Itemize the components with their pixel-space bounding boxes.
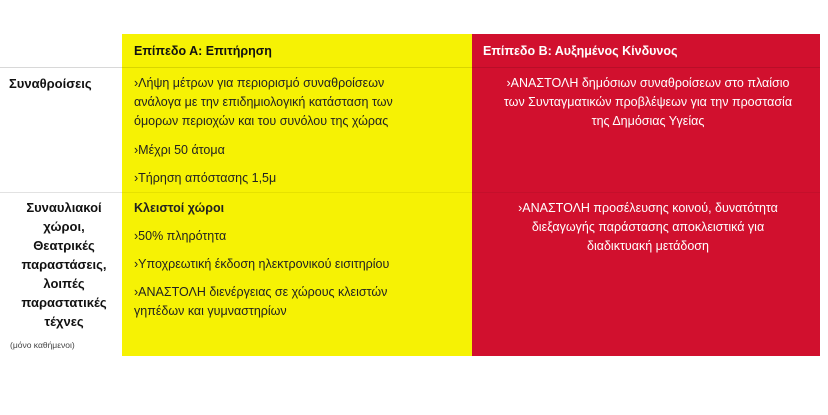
- header-divider-a: [122, 67, 472, 68]
- level-a-header: Επίπεδο Α: Επιτήρηση: [134, 44, 272, 58]
- top-band: [0, 0, 828, 34]
- header-divider-b: [472, 67, 820, 68]
- venues-b-text: ›ΑΝΑΣΤΟΛΗ προσέλευσης κοινού, δυνατότητα διεξαγωγής παράστασης αποκλειστικά για διαδικτυακή μετάδοση: [518, 201, 778, 253]
- gatherings-a-item-1: ›Λήψη μέτρων για περιορισμό συναθροίσεων ανάλογα με την επιδημιολογική κατάσταση των όμορων περιοχών και του συνόλου της χώρας: [134, 76, 393, 128]
- seated-only-note: (μόνο καθήμενοι): [10, 340, 75, 350]
- row-label-venues: Συναυλιακοί χώροι, Θεατρικές παραστάσεις, λοιπές παραστατικές τέχνες: [21, 200, 107, 329]
- gatherings-b-text: ›ΑΝΑΣΤΟΛΗ δημόσιων συναθροίσεων στο πλαίσιο των Συνταγματικών προβλέψεων για την προστασία της Δημόσιας Υγείας: [503, 76, 793, 128]
- venues-a-item-1: ›50% πληρότητα: [134, 229, 227, 243]
- gatherings-a-item-2: ›Μέχρι 50 άτομα: [134, 143, 225, 157]
- indoor-title: Κλειστοί χώροι: [134, 201, 225, 215]
- gatherings-a-item-3: ›Τήρηση απόστασης 1,5μ: [134, 171, 277, 185]
- level-b-header: Επίπεδο Β: Αυξημένος Κίνδυνος: [483, 44, 678, 58]
- row-label-gatherings: Συναθροίσεις: [9, 76, 92, 91]
- venues-a-item-2: ›Υποχρεωτική έκδοση ηλεκτρονικού εισιτηρίου: [134, 257, 390, 271]
- row-divider-a: [122, 192, 472, 193]
- row-divider-b: [472, 192, 820, 193]
- row-divider-left: [0, 192, 122, 193]
- venues-a-item-3: ›ΑΝΑΣΤΟΛΗ διενέργειας σε χώρους κλειστών γηπέδων και γυμναστηρίων: [134, 285, 388, 318]
